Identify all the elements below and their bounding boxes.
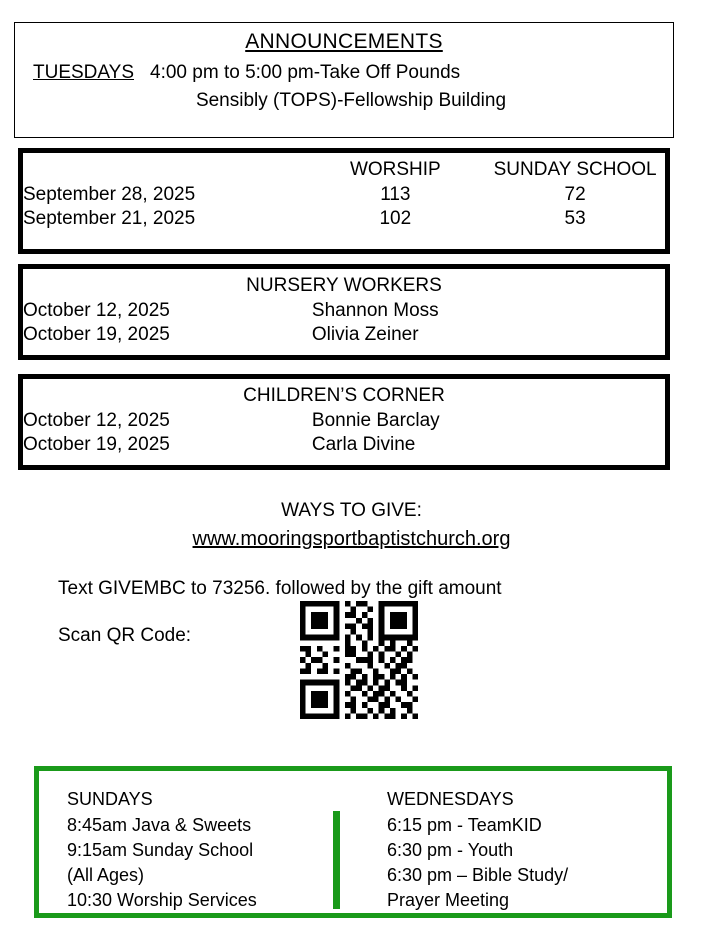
announcements-day-label: TUESDAYS [33, 62, 135, 83]
attendance-worship-count: 102 [379, 208, 412, 229]
attendance-header-sunday-school: SUNDAY SCHOOL [493, 159, 657, 180]
wednesday-schedule-heading: WEDNESDAYS [387, 789, 514, 809]
nursery-worker-name: Olivia Zeiner [311, 324, 419, 345]
attendance-header-row [23, 153, 665, 183]
schedule-divider [333, 811, 340, 909]
attendance-header-worship: WORSHIP [349, 159, 441, 180]
list-item: 8:45am Java & Sweets [67, 815, 252, 835]
announcements-time-text: 4:00 pm to 5:00 pm-Take Off Pounds [150, 62, 461, 83]
nursery-workers-table [23, 299, 665, 347]
table-row [23, 433, 665, 457]
ways-to-give-title: WAYS TO GIVE: [281, 500, 422, 521]
attendance-worship-count: 113 [380, 184, 411, 205]
text-giving-instruction: Text GIVEMBC to 73256. followed by the gift amount [58, 578, 502, 599]
list-item: (All Ages) [67, 865, 145, 885]
announcements-line-2: Sensibly (TOPS)-Fellowship Building [195, 90, 507, 111]
attendance-box [18, 148, 670, 254]
announcements-box [14, 22, 674, 138]
list-item: 10:30 Worship Services [67, 890, 257, 910]
nursery-date: October 12, 2025 [23, 300, 170, 321]
list-item: 6:15 pm - TeamKID [387, 815, 542, 835]
nursery-workers-box [18, 264, 670, 360]
childrens-corner-title: CHILDREN’S CORNER [243, 385, 445, 406]
list-item: 9:15am Sunday School [67, 840, 254, 860]
childrens-corner-box [18, 374, 670, 470]
announcements-line-1 [15, 62, 673, 84]
attendance-table [23, 153, 665, 231]
childrens-corner-date: October 12, 2025 [23, 410, 170, 431]
table-row [23, 183, 665, 207]
attendance-date: September 21, 2025 [23, 208, 196, 229]
table-row [23, 323, 665, 347]
nursery-workers-title: NURSERY WORKERS [246, 275, 442, 296]
list-item: 6:30 pm – Bible Study/ [387, 865, 569, 885]
sunday-schedule-heading: SUNDAYS [67, 789, 153, 809]
scan-qr-label: Scan QR Code: [58, 625, 192, 646]
childrens-corner-table [23, 409, 665, 457]
table-row [23, 207, 665, 231]
list-item: 6:30 pm - Youth [387, 840, 514, 860]
table-row [23, 299, 665, 323]
childrens-corner-name: Bonnie Barclay [311, 410, 440, 431]
list-item: Prayer Meeting [387, 890, 510, 910]
nursery-worker-name: Shannon Moss [311, 300, 439, 321]
childrens-corner-name: Carla Divine [311, 434, 416, 455]
attendance-sunday-school-count: 72 [564, 184, 586, 205]
weekly-schedule-box [34, 766, 672, 918]
nursery-date: October 19, 2025 [23, 324, 170, 345]
attendance-date: September 28, 2025 [23, 184, 196, 205]
childrens-corner-date: October 19, 2025 [23, 434, 170, 455]
attendance-header-blank [23, 153, 305, 183]
church-website-link[interactable]: www.mooringsportbaptistchurch.org [192, 528, 511, 550]
sunday-schedule-column [67, 787, 257, 913]
table-row [23, 409, 665, 433]
qr-code [296, 601, 422, 719]
attendance-sunday-school-count: 53 [564, 208, 586, 229]
wednesday-schedule-column [387, 787, 568, 913]
announcements-title: ANNOUNCEMENTS [245, 30, 443, 53]
